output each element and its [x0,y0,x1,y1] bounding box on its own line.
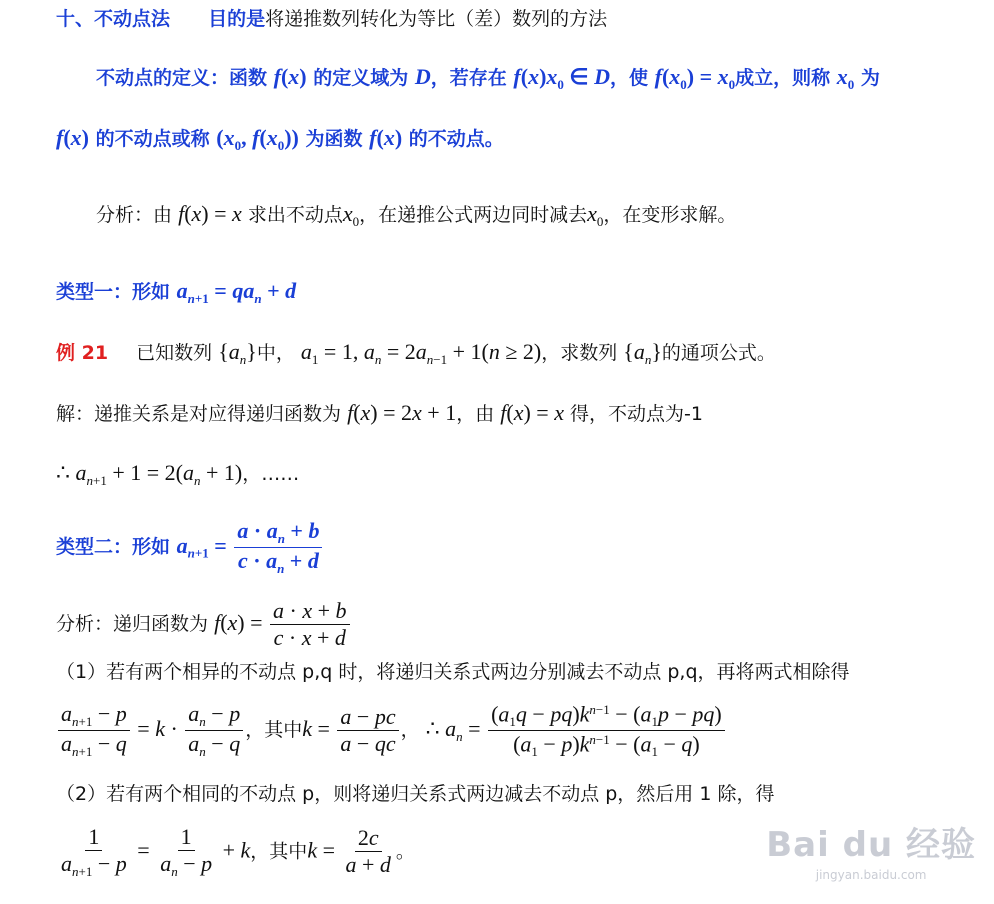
case1-text: （1）若有两个相异的不动点 p,q 时，将递归关系式两边分别减去不动点 p,q，再将两式相除得 [56,661,850,683]
case2-formula: $\frac{1}{a_{n+1} - p}$ = $\frac{1}{a_n - p}$ + k，其中k = $\frac{2c}{a + d}$ 。 [61,824,415,879]
type1-line: 类型一：形如 $a_{n+1} = qa_n + d$ [56,278,297,306]
section-heading [56,10,607,29]
section-title: 十、不动点法 [56,8,171,30]
analysis-line-1: 分析：由 f(x) = x 求出不动点$x_0$，在递推公式两边同时减去$x_0$，在变形求解。 [96,201,737,229]
case1-formula: $\frac{a_{n+1} - p}{a_{n+1} - q}$ = k · $\frac{a_n - p}{a_n - q}$ ，其中k = $\frac{a - pc}{a - qc}$ ， ∴ $a_n$ = $\frac{(a_1q - pq)k^{n-1} - (a_1p - pq)}{(a_1 - p)k^{n-1} - (a_1 - q)}$ [56,703,727,758]
recursive-function-fraction: $\frac{a \cdot x + b}{c \cdot x + d}$ [270,600,350,649]
definition-line-2: f(x) 的不动点或称 ($x_0$, $f(x_0)$) 为函数 f(x) 的不动点。 [56,125,504,153]
type2-fraction: $\frac{a \cdot a_n + b}{c \cdot a_n + d}$ [234,520,322,575]
math-fx: f [273,64,281,89]
math-fx0-eq-x0: f [654,64,662,89]
type2-line: 类型二：形如 $a_{n+1}$ = $\frac{a \cdot a_n + b}{c \cdot a_n + d}$ [56,520,324,575]
therefore-line: ∴ $a_{n+1} + 1 = 2(a_n + 1)$，…… [56,460,300,488]
watermark-url: jingyan.baidu.com [815,868,927,882]
baidu-jingyan-watermark [766,817,976,882]
math-x0: x [836,64,848,89]
definition-line-1: 不动点的定义：函数 f(x) 的定义域为 D，若存在 $f(x)x_0$ ∈ D，使 $f(x_0) = x_0$成立，则称 $x_0$ 为 [96,64,880,92]
math-fx-x0-in-D: f [513,64,521,89]
purpose-text: 将递推数列转化为等比（差）数列的方法 [265,8,608,30]
example-label: 例 21 [56,342,109,364]
analysis-line-2: 分析：递归函数为 f(x) = $\frac{a \cdot x + b}{c \cdot x + d}$ [56,600,352,649]
solution-line: 解：递推关系是对应得递归函数为 f(x) = 2x + 1，由 f(x) = x 得，不动点为-1 [56,400,703,425]
case2-text: （2）若有两个相同的不动点 p，则将递归关系式两边减去不动点 p，然后用 1 除，得 [56,783,775,805]
watermark-logo: Bai du 经验 [766,825,976,865]
example-21-line: 例 21 已知数列 $\{a_n\}$中， $a_1 = 1$, $a_n = 2a_{n-1} + 1(n \ge 2)$，求数列 $\{a_n\}$的通项公式。 [56,339,776,367]
math-D: D [414,64,431,89]
purpose-label: 目的是 [208,8,266,30]
